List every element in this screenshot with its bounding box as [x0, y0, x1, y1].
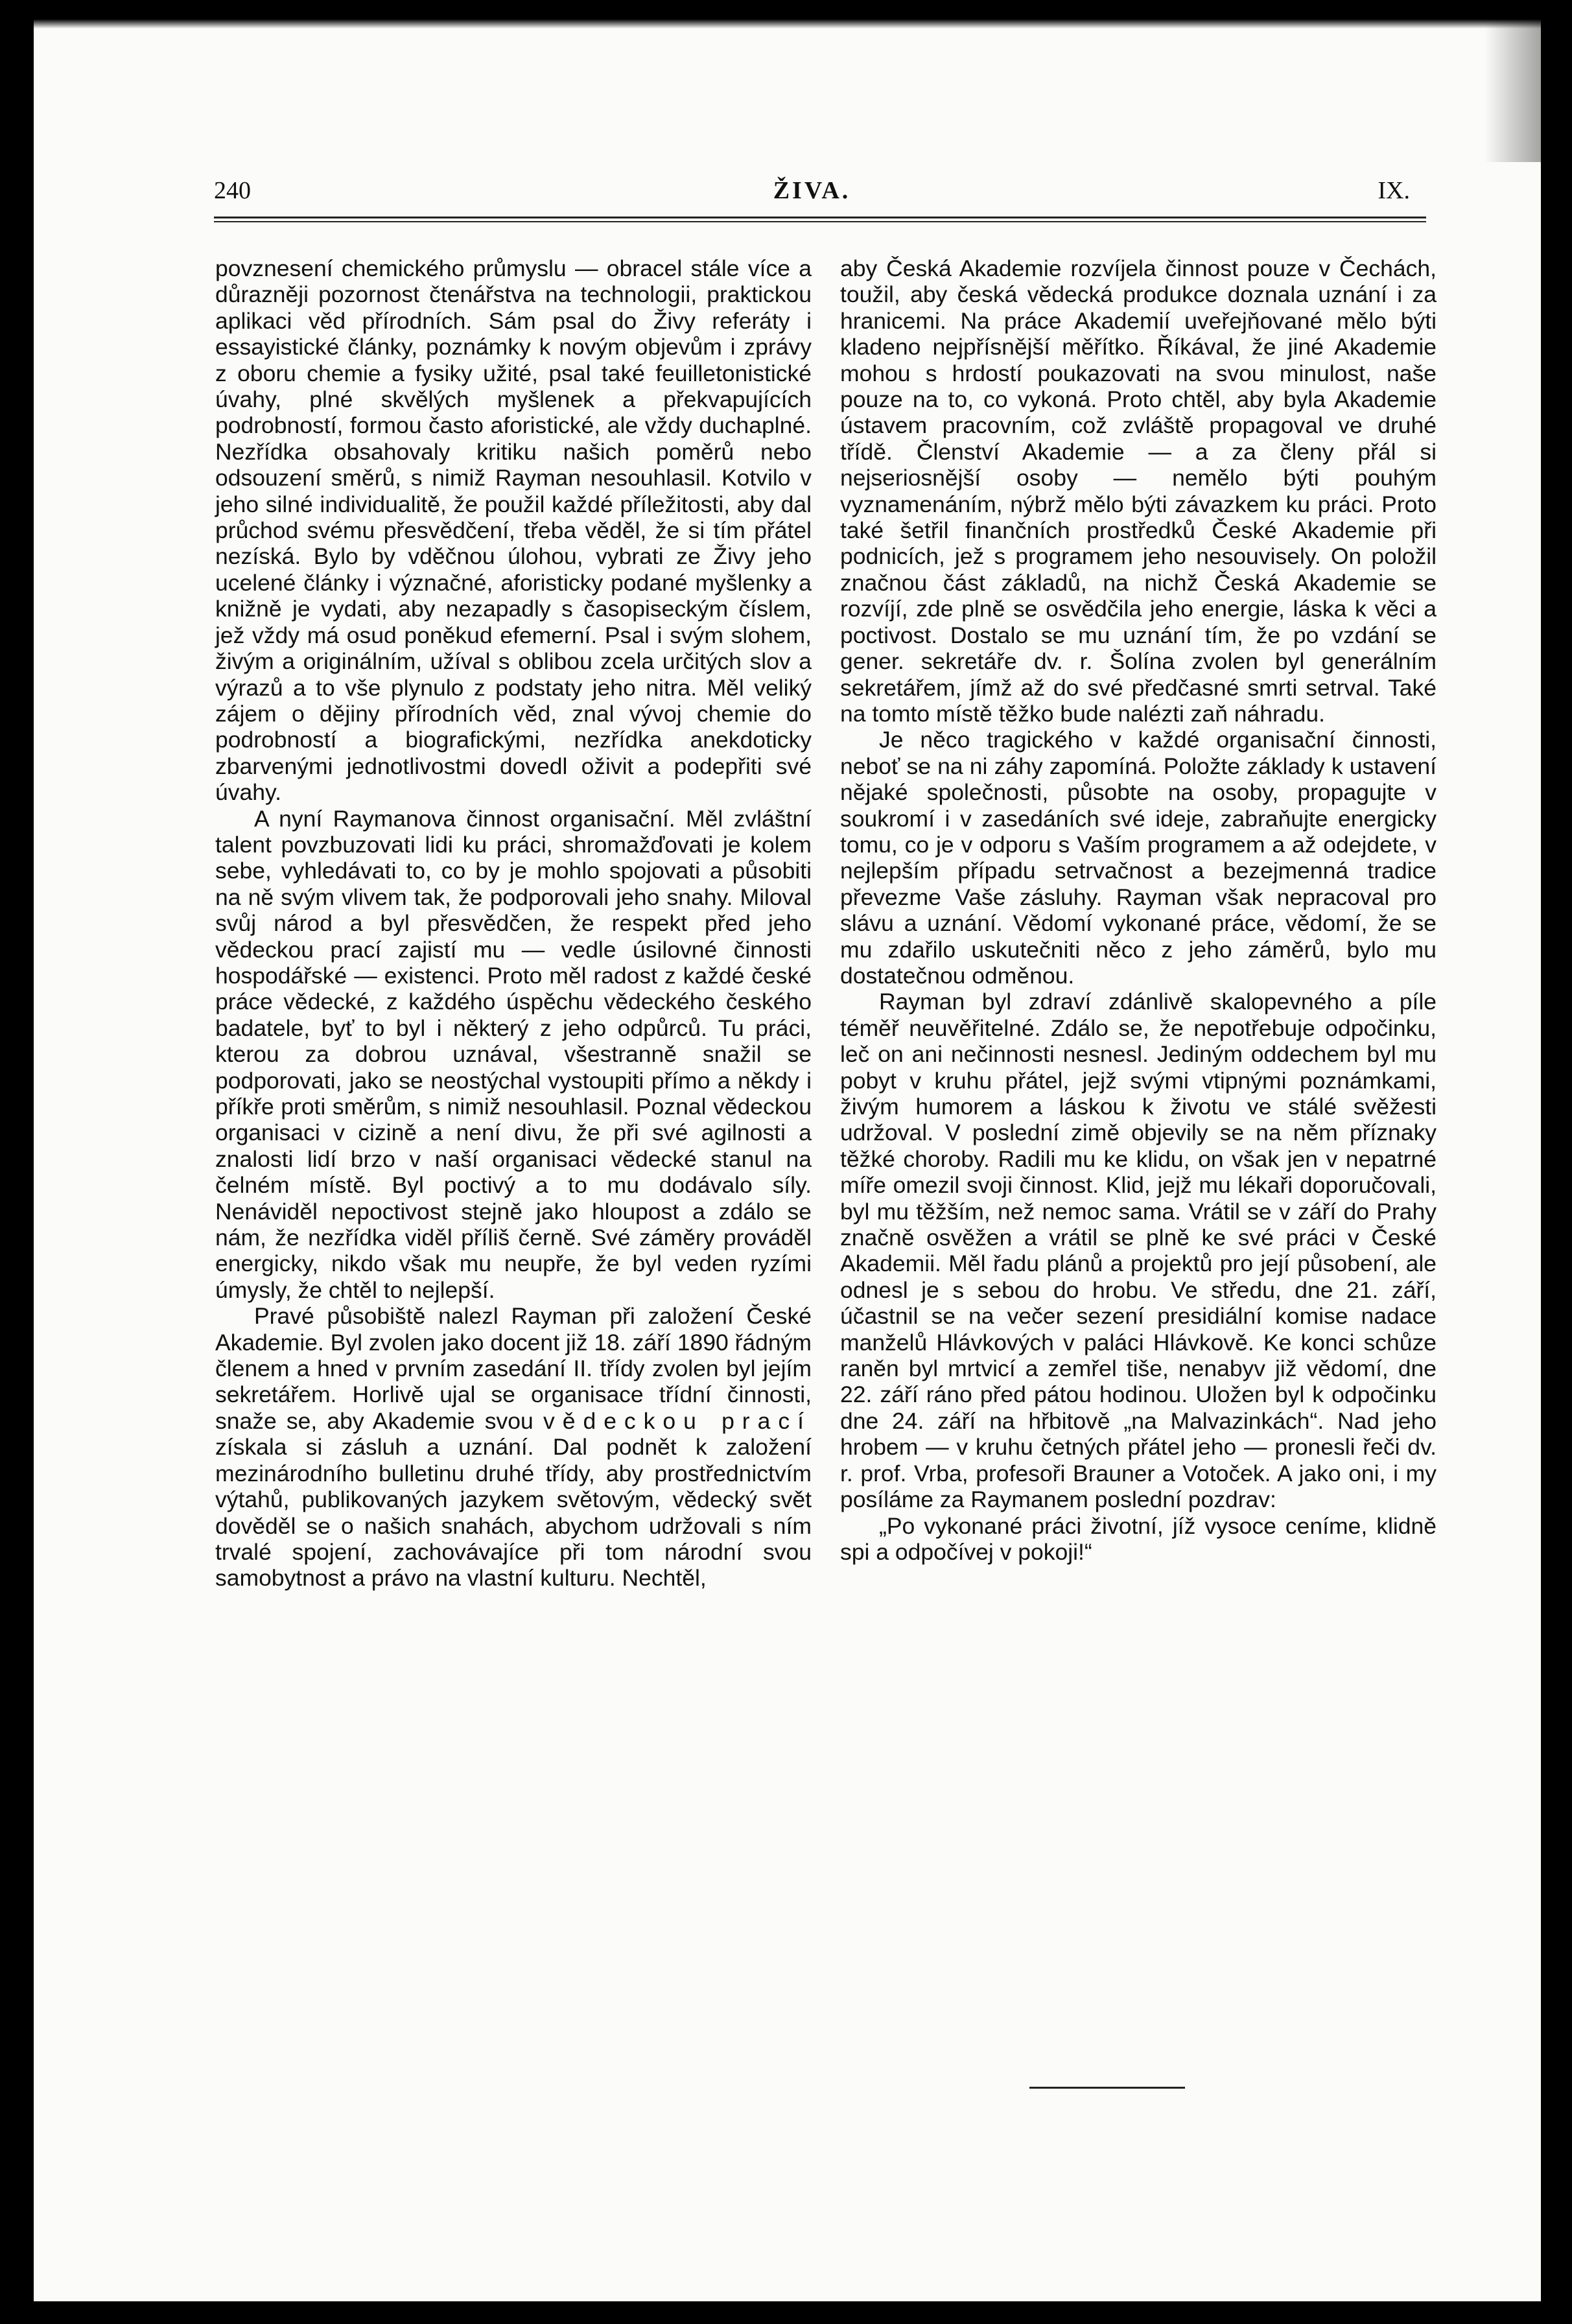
left-column [215, 255, 812, 1591]
journal-title: ŽIVA. [773, 177, 851, 204]
scan-shadow-top [34, 19, 1541, 29]
header-rule [214, 217, 1426, 222]
right-column [840, 255, 1437, 1565]
paragraph: A nyní Raymanova činnost organisační. Měl zvláštní talent povzbuzovati lidi ku práci, shromažďovati je kolem sebe, vyhledávati to, co by je mohlo spojovati a působiti na ně svým vlivem tak, že podporovali jeho snahy. Miloval svůj národ a byl přesvědčen, že respekt před jeho vědeckou prací zajistí mu — vedle úsilovné činnosti hospodářské — existenci. Proto měl radost z každé české práce vědecké, z každého úspěchu vědeckého českého badatele, byť to byl i některý z jeho odpůrců. Tu práci, kterou za dobrou uznával, všestranně snažil se podporovati, jako se neostýchal vystoupiti přímo a někdy i příkře proti směrům, s nimiž nesouhlasil. Poznal vědeckou organisaci v cizině a není divu, že při své agilnosti a znalosti lidí brzo v naší organisaci vědecké stanul na čelném místě. Byl poctivý a to mu dodávalo síly. Nenáviděl nepoctivost stejně jako hloupost a zdálo se nám, že nezřídka viděl příliš černě. Své záměry prováděl energicky, nikdo však mu neupře, že byl veden ryzími úmysly, že chtěl to nejlepší. [215, 805, 812, 1303]
emphasized-text: vědeckou prací [543, 1407, 812, 1434]
paragraph: Je něco tragického v každé organisační činnosti, neboť se na ni záhy zapomíná. Položte základy k ustavení nějaké společnosti, působte na osoby, propagujte v soukromí i v zasedáních své ideje, zabraňujte energicky tomu, co je v odporu s Vaším programem a až odejdete, v nejlepším případu setrvačnost a bezejmenná tradice převezme Vaše zásluhy. Rayman však nepracoval pro slávu a uznání. Vědomí vykonané práce, vědomí, že se mu zdařilo uskutečniti něco z jeho záměrů, bylo mu dostatečnou odměnou. [840, 727, 1437, 989]
running-header [214, 170, 1410, 209]
scan-shadow-right [1484, 19, 1541, 162]
volume-number: IX. [1378, 177, 1410, 204]
paragraph: povznesení chemického průmyslu — obracel stále více a důrazněji pozornost čtenářstva na technologii, praktickou aplikaci věd přírodních. Sám psal do Živy referáty i essayistické články, poznámky k novým objevům i zprávy z oboru chemie a fysiky užité, psal také feuilletonistické úvahy, plné skvělých myšlenek a překvapujících podrobností, formou často aforistické, ale vždy duchaplné. Nezřídka obsahovaly kritiku našich poměrů nebo odsouzení směrů, s nimiž Rayman nesouhlasil. Kotvilo v jeho silné individualitě, že použil každé příležitosti, aby dal průchod svému přesvědčení, třeba věděl, že si tím přátel nezíská. Bylo by vděčnou úlohou, vybrati ze Živy jeho ucelené články i význačné, aforisticky podané myšlenky a knižně je vydati, aby nezapadly s časopiseckým číslem, jež vždy má osud poněkud efemerní. Psal i svým slohem, živým a originálním, užíval s oblibou zcela určitých slov a výrazů a to vše plynulo z podstaty jeho nitra. Měl veliký zájem o dějiny přírodních věd, znal vývoj chemie do podrobností a biografickými, nezřídka anekdoticky zbarvenými jednotlivostmi dovedl oživit a podepřiti své úvahy. [215, 255, 812, 806]
closing-quote: „Po vykonané práci životní, jíž vysoce ceníme, klidně spi a odpočívej v pokoji!“ [840, 1512, 1437, 1565]
page-number: 240 [214, 177, 251, 204]
paragraph-text: Pravé působiště nalezl Rayman při založení České Akademie. Byl zvolen jako docent již 18. září 1890 řádným členem a hned v prvním zasedání II. třídy zvolen byl jejím sekretářem. Horlivě ujal se organisace třídní činnosti, snaže se, aby Akademie svou [215, 1303, 812, 1434]
paragraph: aby Česká Akademie rozvíjela činnost pouze v Čechách, toužil, aby česká vědecká produkce doznala uznání i za hranicemi. Na práce Akademií uveřejňované mělo býti kladeno nejpřísnější měřítko. Říkával, že jiné Akademie mohou s hrdostí poukazovati na svou minulost, naše pouze na to, co vykoná. Proto chtěl, aby byla Akademie ústavem pracovním, což zvláště propagoval ve druhé třídě. Členství Akademie — a za členy přál si nejseriosnější osoby — nemělo býti pouhým vyznamenáním, nýbrž mělo býti závazkem ku práci. Proto také šetřil finančních prostředků České Akademie při podnicích, jež s programem jeho nesouvisely. On položil značnou část základů, na nichž Česká Akademie se rozvíjí, zde plně se osvědčila jeho energie, láska k věci a poctivost. Dostalo se mu uznání tím, že po vzdání se gener. sekretáře dv. r. Šolína zvolen byl generálním sekretářem, jímž až do své předčasné smrti setrval. Také na tomto místě těžko bude nalézti zaň náhradu. [840, 255, 1437, 727]
end-rule [1029, 2087, 1185, 2089]
paragraph: Rayman byl zdraví zdánlivě skalopevného a píle téměř neuvěřitelné. Zdálo se, že nepotřebuje odpočinku, leč on ani nečinnosti nesnesl. Jediným oddechem byl mu pobyt v kruhu přátel, jejž svými vtipnými poznámkami, živým humorem a láskou k životu ve stálé svěžesti udržoval. V poslední zimě objevily se na něm příznaky těžké choroby. Radili mu ke klidu, on však jen v nepatrné míře omezil svoji činnost. Klid, jejž mu lékaři doporučovali, byl mu těžším, než nemoc sama. Vrátil se v září do Prahy značně osvěžen a vrátil se plně ke své práci v České Akademii. Měl řadu plánů a projektů pro její působení, ale odnesl je s sebou do hrobu. Ve středu, dne 21. září, účastnil se na večer sezení presidiální komise nadace manželů Hlávkových v paláci Hlávkově. Ke konci schůze raněn byl mrtvicí a zemřel tiše, nenabyv již vědomí, dne 22. září ráno před pátou hodinou. Uložen byl k odpočinku dne 24. září na hřbitově „na Malvazinkách“. Nad jeho hrobem — v kruhu četných přátel jeho — pronesli řeči dv. r. prof. Vrba, profesoři Brauner a Votoček. A jako oni, i my posíláme za Raymanem poslední pozdrav: [840, 989, 1437, 1513]
paragraph-text: získala si zásluh a uznání. Dal podnět k založení mezinárodního bulletinu druhé třídy, aby prostřednictvím výtahů, publikovaných jazykem světovým, vědecký svět dověděl se o našich snahách, abychom udržovali s ním trvalé spojení, zachovávajíce při tom národní svou samobytnost a právo na vlastní kulturu. Nechtěl, [215, 1434, 812, 1591]
paragraph [215, 1303, 812, 1591]
